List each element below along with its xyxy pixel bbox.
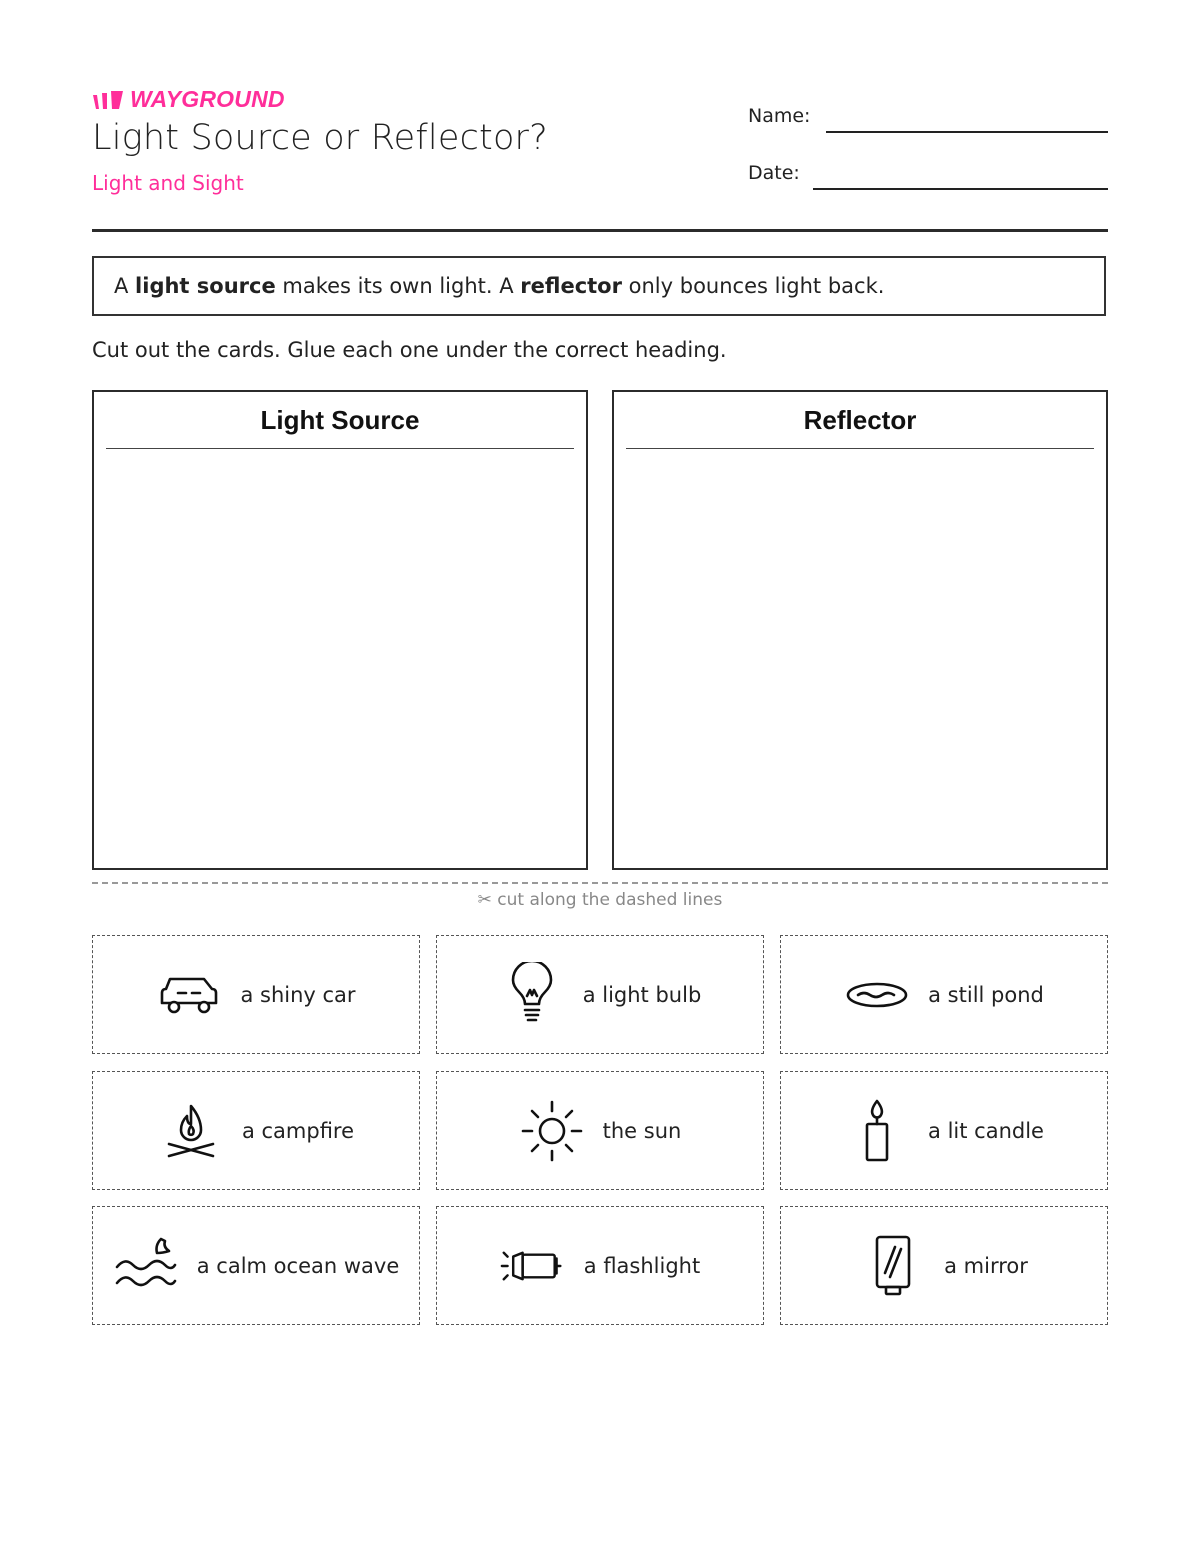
definition-part3: only bounces light back. (621, 274, 885, 298)
brand-name: WAYGROUND (130, 86, 285, 112)
card-label: the sun (602, 1118, 682, 1143)
card-label: a lit candle (928, 1118, 1044, 1143)
card-campfire[interactable] (92, 1071, 420, 1190)
car-icon (156, 962, 222, 1028)
card-label: a campfire (241, 1118, 355, 1143)
mirror-icon (860, 1233, 926, 1299)
card-label: a light bulb (582, 982, 702, 1007)
light-bulb-icon (499, 962, 565, 1028)
definition-box (92, 256, 1106, 316)
card-light-bulb[interactable] (436, 935, 764, 1054)
card-mirror[interactable] (780, 1206, 1108, 1325)
light-source-heading: Light Source (106, 392, 574, 449)
card-shiny-car[interactable] (92, 935, 420, 1054)
card-label: a calm ocean wave (196, 1253, 400, 1278)
name-field[interactable] (826, 131, 1108, 133)
card-label: a still pond (928, 982, 1044, 1007)
card-still-pond[interactable] (780, 935, 1108, 1054)
header-divider (92, 229, 1108, 232)
page-subtitle: Light and Sight (92, 171, 244, 195)
date-field[interactable] (813, 188, 1108, 190)
definition-term-light-source: light source (135, 274, 276, 298)
card-label: a flashlight (583, 1253, 701, 1278)
reflector-heading: Reflector (626, 392, 1094, 449)
wayground-logo-icon (92, 89, 126, 111)
card-lit-candle[interactable] (780, 1071, 1108, 1190)
name-label: Name: (748, 105, 811, 127)
instruction-text: Cut out the cards. Glue each one under the correct heading. (92, 338, 727, 362)
reflector-column[interactable] (612, 390, 1108, 870)
sun-icon (519, 1098, 585, 1164)
card-label: a shiny car (240, 982, 356, 1007)
cut-note: ✂ cut along the dashed lines (477, 890, 723, 910)
card-label: a mirror (944, 1253, 1028, 1278)
light-source-column[interactable] (92, 390, 588, 870)
card-ocean-wave[interactable] (92, 1206, 420, 1325)
definition-term-reflector: reflector (520, 274, 622, 298)
card-sun[interactable] (436, 1071, 764, 1190)
pond-icon (844, 962, 910, 1028)
brand-logo (92, 86, 285, 113)
candle-icon (844, 1098, 910, 1164)
page-title: Light Source or Reflector? (92, 118, 548, 158)
definition-part2: makes its own light. A (275, 274, 521, 298)
date-label: Date: (748, 162, 800, 184)
card-flashlight[interactable] (436, 1206, 764, 1325)
wave-icon (113, 1233, 179, 1299)
flashlight-icon (500, 1233, 566, 1299)
campfire-icon (158, 1098, 224, 1164)
cut-line (92, 882, 1108, 884)
definition-part1: A (114, 274, 136, 298)
